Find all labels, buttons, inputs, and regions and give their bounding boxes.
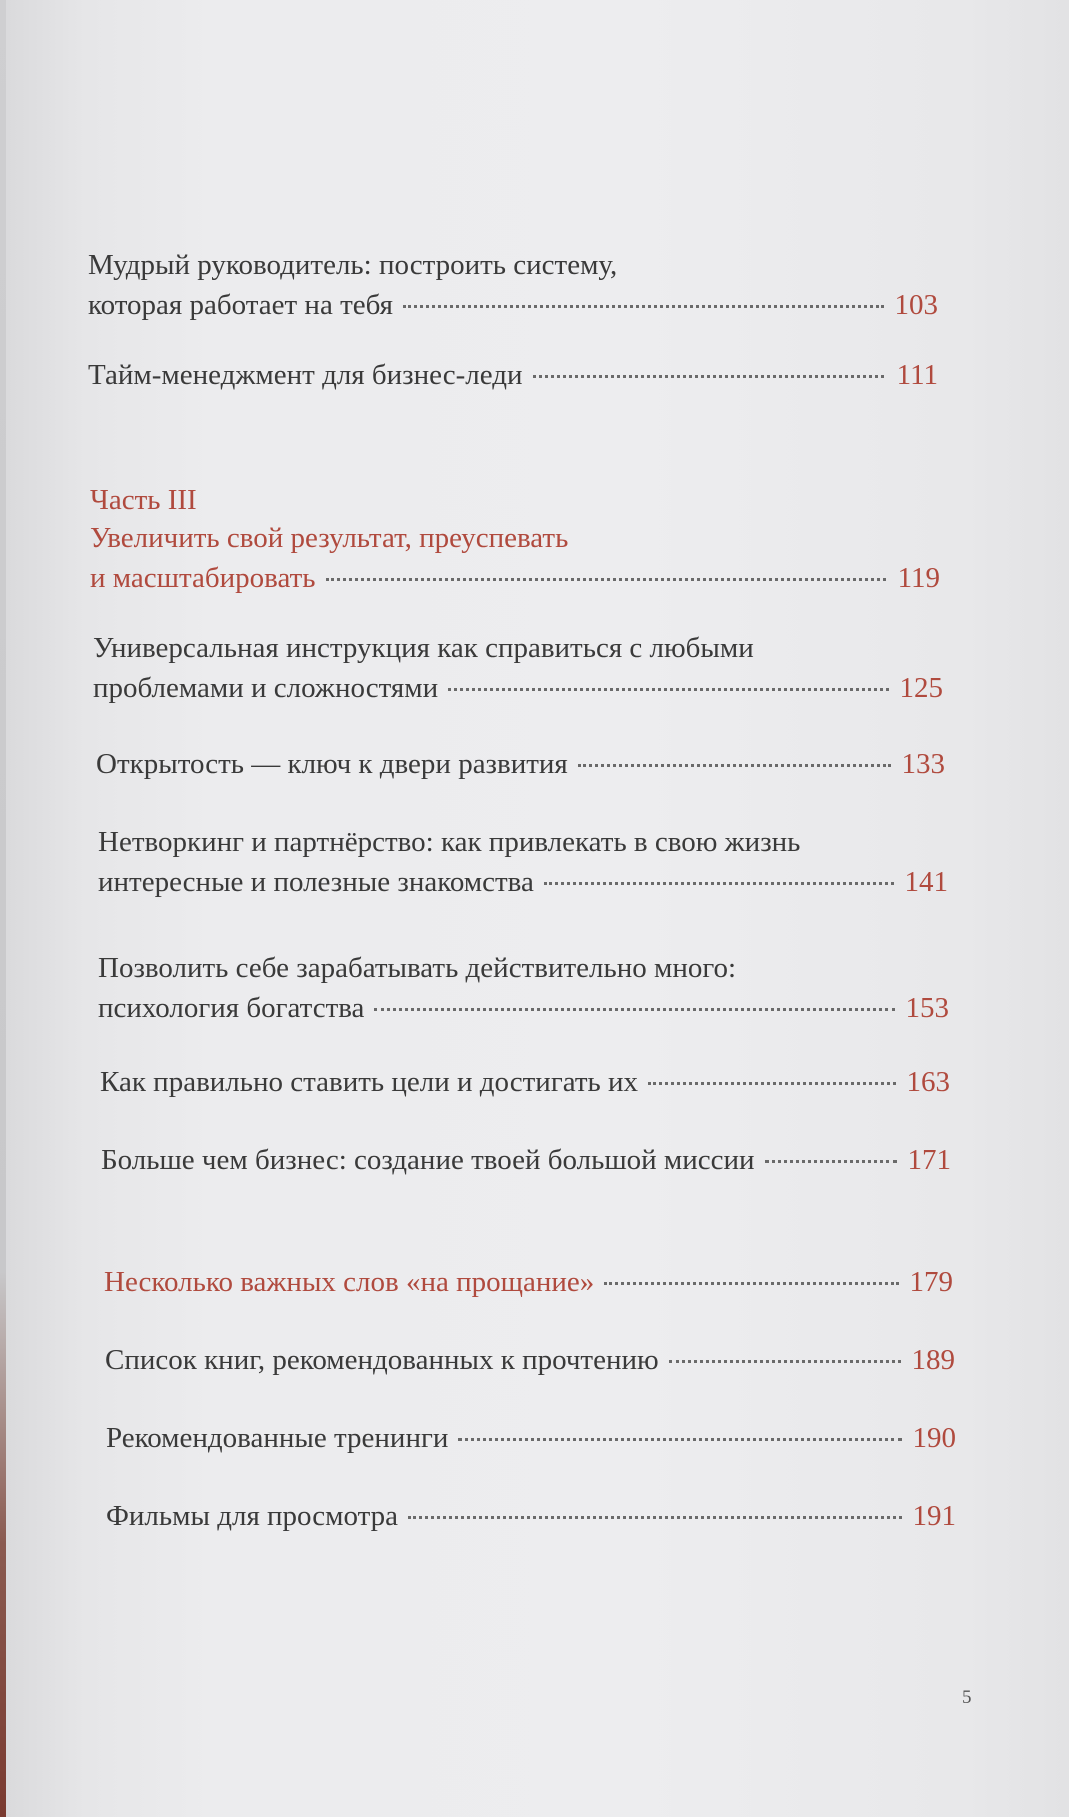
toc-page-number: 190 (912, 1422, 956, 1454)
toc-entry[interactable] (96, 744, 945, 784)
dot-leader (448, 688, 889, 691)
toc-page-number: 141 (904, 866, 948, 898)
toc-page-number: 179 (909, 1266, 953, 1298)
toc-page-number: 125 (899, 672, 943, 704)
toc-entry-title-line: Увеличить свой результат, преуспевать (90, 522, 569, 554)
dot-leader (408, 1516, 902, 1519)
toc-page-number: 189 (911, 1344, 955, 1376)
toc-page-number: 191 (912, 1500, 956, 1532)
toc-entry[interactable] (88, 355, 938, 395)
toc-page-number: 171 (907, 1144, 951, 1176)
toc-entry-title-line: Позволить себе зарабатывать действительно много: (98, 952, 737, 984)
toc-entry-title: интересные и полезные знакомства (98, 866, 534, 898)
dot-leader (458, 1438, 902, 1441)
toc-entry[interactable] (106, 1418, 956, 1458)
toc-entry-title: Список книг, рекомендованных к прочтению (105, 1344, 659, 1376)
dot-leader (374, 1008, 895, 1011)
dot-leader (326, 578, 886, 581)
toc-entry[interactable] (98, 822, 948, 902)
toc-entry-title: Тайм-менеджмент для бизнес-леди (88, 359, 523, 391)
toc-entry-title: проблемами и сложностями (93, 672, 439, 704)
toc-entry-title: Рекомендованные тренинги (106, 1422, 449, 1454)
toc-entry-title-line: Универсальная инструкция как справиться с любыми (93, 632, 754, 664)
folio-page-number: 5 (962, 1687, 972, 1708)
toc-entry-title: Несколько важных слов «на прощание» (104, 1266, 595, 1298)
dot-leader (604, 1282, 899, 1285)
toc-entry-title: Открытость — ключ к двери развития (96, 748, 568, 780)
toc-page-number: 119 (897, 562, 940, 594)
dot-leader (765, 1160, 897, 1163)
toc-page-number: 153 (905, 992, 949, 1024)
toc-entry[interactable] (100, 1062, 950, 1102)
toc-entry[interactable] (90, 518, 940, 598)
dot-leader (578, 764, 891, 767)
toc-entry[interactable] (98, 948, 949, 1028)
toc-entry-title: психология богатства (98, 992, 365, 1024)
toc-entry[interactable] (88, 245, 938, 325)
toc-entry-title-line: Мудрый руководитель: построить систему, (88, 249, 618, 281)
dot-leader (669, 1360, 901, 1363)
dot-leader (403, 305, 884, 308)
toc-entry-title-line: Нетворкинг и партнёрство: как привлекать в свою жизнь (98, 826, 801, 858)
toc-entry[interactable] (101, 1140, 951, 1180)
part-label: Часть III (90, 484, 197, 516)
toc-page-number: 163 (906, 1066, 950, 1098)
toc-entry[interactable] (106, 1496, 956, 1536)
toc-entry[interactable] (104, 1262, 953, 1302)
toc-page-number: 103 (894, 289, 938, 321)
toc-page-number: 111 (896, 359, 938, 391)
dot-leader (544, 882, 894, 885)
toc-entry[interactable] (93, 628, 943, 708)
toc-entry-title: которая работает на тебя (88, 289, 393, 321)
dot-leader (648, 1082, 896, 1085)
dot-leader (533, 375, 884, 378)
toc-entry[interactable] (105, 1340, 955, 1380)
toc-entry-title: Больше чем бизнес: создание твоей большой миссии (101, 1144, 755, 1176)
toc-entry-title: Фильмы для просмотра (106, 1500, 399, 1532)
toc-entry-title: Как правильно ставить цели и достигать их (100, 1066, 639, 1098)
toc-entry-title: и масштабировать (90, 562, 316, 594)
toc-page-number: 133 (901, 748, 945, 780)
